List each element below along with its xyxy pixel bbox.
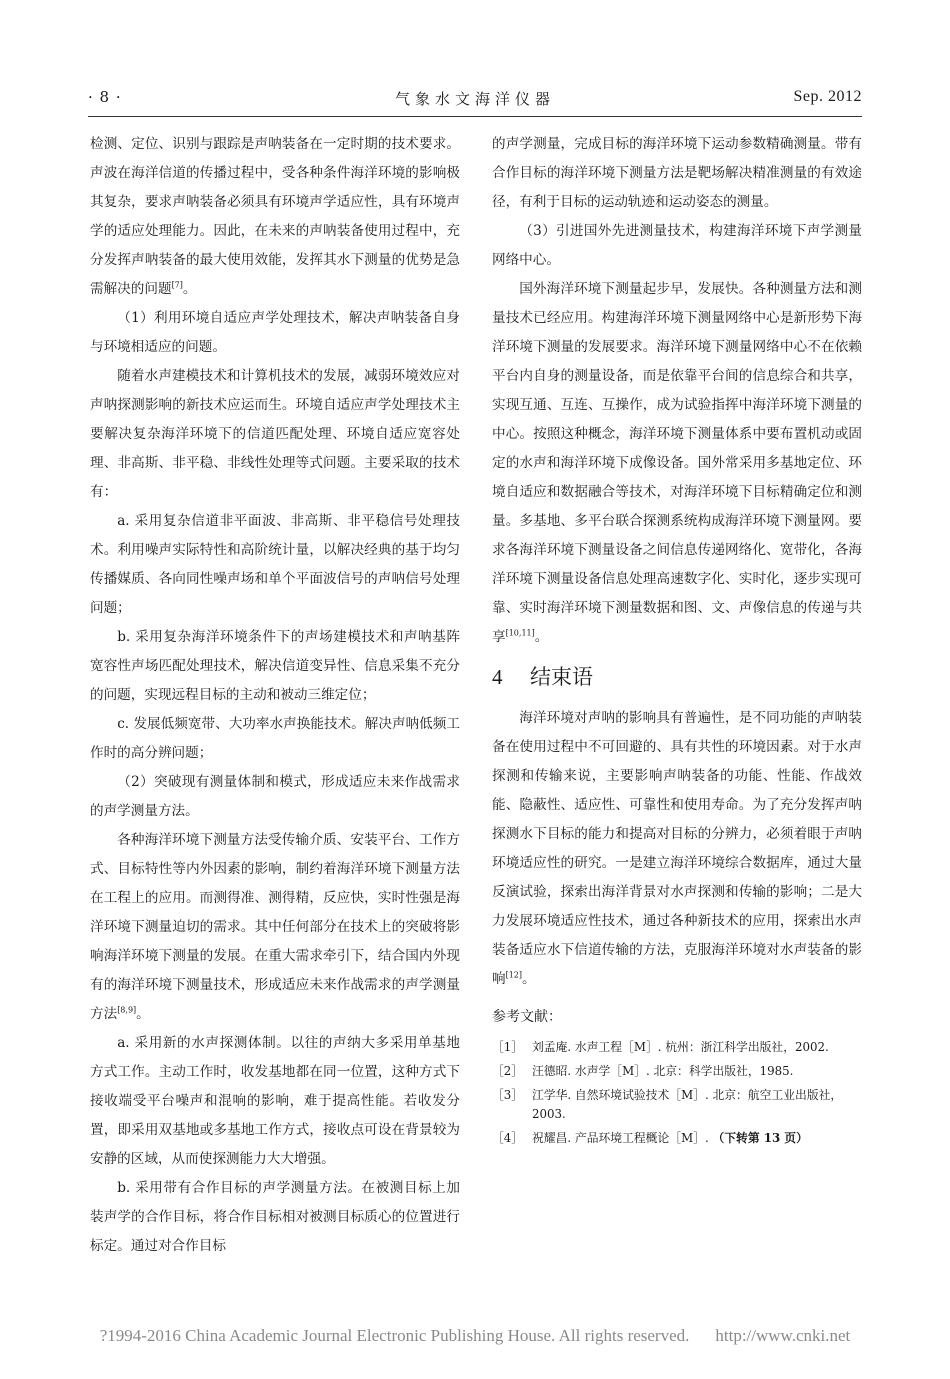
paragraph: b. 采用带有合作目标的声学测量方法。在被测目标上加装声学的合作目标，将合作目标相对被测目标质心的位置进行标定。通过对合作目标 xyxy=(90,1180,460,1254)
paragraph: 随着水声建模技术和计算机技术的发展，减弱环境效应对声呐探测影响的新技术应运而生。环境自适应声学处理技术主要解决复杂海洋环境下的信道匹配处理、环境自适应宽容处理、非高斯、非平稳、非线性处理等式问题。主要采取的技术有： xyxy=(90,368,460,500)
continued-note: （下转第 13 页） xyxy=(712,1131,808,1145)
paragraph: b. 采用复杂海洋环境条件下的声场建模技术和声呐基阵宽容性声场匹配处理技术，解决信道变异性、信息采集不充分的问题，实现远程目标的主动和被动三维定位； xyxy=(90,629,460,703)
journal-title: 气象水文海洋仪器 xyxy=(394,90,555,108)
paragraph: 国外海洋环境下测量起步早，发展快。各种测量方法和测量技术已经应用。构建海洋环境下测量网络中心是新形势下海洋环境下测量的发展要求。海洋环境下测量网络中心不在依赖平台内自身的测量设备，而是依靠平台间的信息综合和共享，实现互通、互连、互操作，成为试验指挥中海洋环境下测量的中心。按照这种概念，海洋环境下测量体系中要布置机动或固定的水声和海洋环境下成像设备。国外常采用多基地定位、环境自适应和数据融合等技术，对海洋环境下目标精确定位和测量。多基地、多平台联合探测系统构成海洋环境下测量网。要求各海洋环境下测量设备之间信息传递网络化、宽带化，各海洋环境下测量设备信息处理高速数字化、实时化，逐步实现可靠、实时海洋环境下测量数据和图、文、声像信息的传递与共享[10,11]。 xyxy=(492,281,862,645)
section-number: 4 xyxy=(492,665,503,689)
reference-number: ［1］ xyxy=(492,1040,524,1054)
reference-number: ［3］ xyxy=(492,1088,524,1102)
copyright-text: ?1994-2016 China Academic Journal Electronic Publishing House. All rights reserved. xyxy=(99,1326,690,1345)
paragraph: 的声学测量，完成目标的海洋环境下运动参数精确测量。带有合作目标的海洋环境下测量方法是靶场解决精准测量的有效途径，有利于目标的运动轨迹和运动姿态的测量。 xyxy=(492,136,862,210)
section-title: 结束语 xyxy=(530,665,593,689)
paragraph: （1）利用环境自适应声学处理技术，解决声呐装备自身与环境相适应的问题。 xyxy=(90,310,460,355)
references-heading: 参考文献： xyxy=(492,1009,562,1025)
reference-item: ［2］ 汪德昭. 水声学［M］. 北京：科学出版社，1985. xyxy=(492,1062,862,1081)
header-rule xyxy=(88,116,862,117)
paragraph: 检测、定位、识别与跟踪是声呐装备在一定时期的技术要求。声波在海洋信道的传播过程中，受各种条件海洋环境的影响极其复杂，要求声呐装备必须具有环境声学适应性，具有环境声学的适应处理能力。因此，在未来的声呐装备使用过程中，充分发挥声呐装备的最大使用效能，发挥其水下测量的优势是急需解决的问题[7]。 xyxy=(90,136,460,297)
section-heading xyxy=(492,661,862,693)
citation[interactable]: [12] xyxy=(505,970,523,980)
reference-item: ［4］ 祝耀昌. 产品环境工程概论［M］. （下转第 13 页） xyxy=(492,1129,862,1148)
citation[interactable]: [10,11] xyxy=(505,628,535,638)
paragraph: a. 采用新的水声探测体制。以往的声纳大多采用单基地方式工作。主动工作时，收发基地都在同一位置，这种方式下接收端受平台噪声和混响的影响，难于提高性能。若收发分置，即采用双基地或多基地工作方式，接收点可设在背景较为安静的区域，从而使探测能力大大增强。 xyxy=(90,1035,460,1167)
paragraph: （2）突破现有测量体制和模式，形成适应未来作战需求的声学测量方法。 xyxy=(90,774,460,819)
reference-number: ［2］ xyxy=(492,1064,524,1078)
running-header xyxy=(88,84,862,110)
reference-number: ［4］ xyxy=(492,1131,524,1145)
page-number: · 8 · xyxy=(88,88,122,106)
reference-list xyxy=(492,1038,862,1148)
citation[interactable]: [8,9] xyxy=(117,1005,137,1015)
reference-item: ［3］ 江学华. 自然环境试验技术［M］. 北京：航空工业出版社，2003. xyxy=(492,1088,843,1121)
paragraph: 海洋环境对声呐的影响具有普遍性，是不同功能的声呐装备在使用过程中不可回避的、具有共性的环境因素。对于水声探测和传输来说，主要影响声呐装备的功能、性能、作战效能、隐蔽性、适应性、可靠性和使用寿命。为了充分发挥声呐探测水下目标的能力和提高对目标的分辨力，必须着眼于声呐环境适应性的研究。一是建立海洋环境综合数据库，通过大量反演试验，探索出海洋背景对水声探测和传输的影响；二是大力发展环境适应性技术，通过各种新技术的应用，探索出水声装备适应水下信道传输的方法，克服海洋环境对水声装备的影响[12]。 xyxy=(492,710,862,987)
issue-date: Sep. 2012 xyxy=(793,88,862,105)
paragraph: 各种海洋环境下测量方法受传输介质、安装平台、工作方式、目标特性等内外因素的影响，制约着海洋环境下测量方法在工程上的应用。而测得准、测得精，反应快，实时性强是海洋环境下测量迫切的需求。其中任何部分在技术上的突破将影响海洋环境下测量的发展。在重大需求牵引下，结合国内外现有的海洋环境下测量技术，形成适应未来作战需求的声学测量方法[8,9]。 xyxy=(90,832,460,1022)
paragraph: a. 采用复杂信道非平面波、非高斯、非平稳信号处理技术。利用噪声实际特性和高阶统计量，以解决经典的基于均匀传播媒质、各向同性噪声场和单个平面波信号的声呐信号处理问题； xyxy=(90,513,460,616)
paragraph: c. 发展低频宽带、大功率水声换能技术。解决声呐低频工作时的高分辨问题； xyxy=(90,716,460,761)
copyright-footer xyxy=(0,1326,950,1346)
right-column xyxy=(492,130,862,1153)
reference-item: ［1］ 刘孟庵. 水声工程［M］. 杭州：浙江科学出版社，2002. xyxy=(492,1038,862,1057)
paragraph: （3）引进国外先进测量技术，构建海洋环境下声学测量网络中心。 xyxy=(492,223,862,268)
cnki-link[interactable]: http://www.cnki.net xyxy=(715,1326,851,1345)
citation[interactable]: [7] xyxy=(171,280,183,290)
left-column xyxy=(90,130,460,1261)
